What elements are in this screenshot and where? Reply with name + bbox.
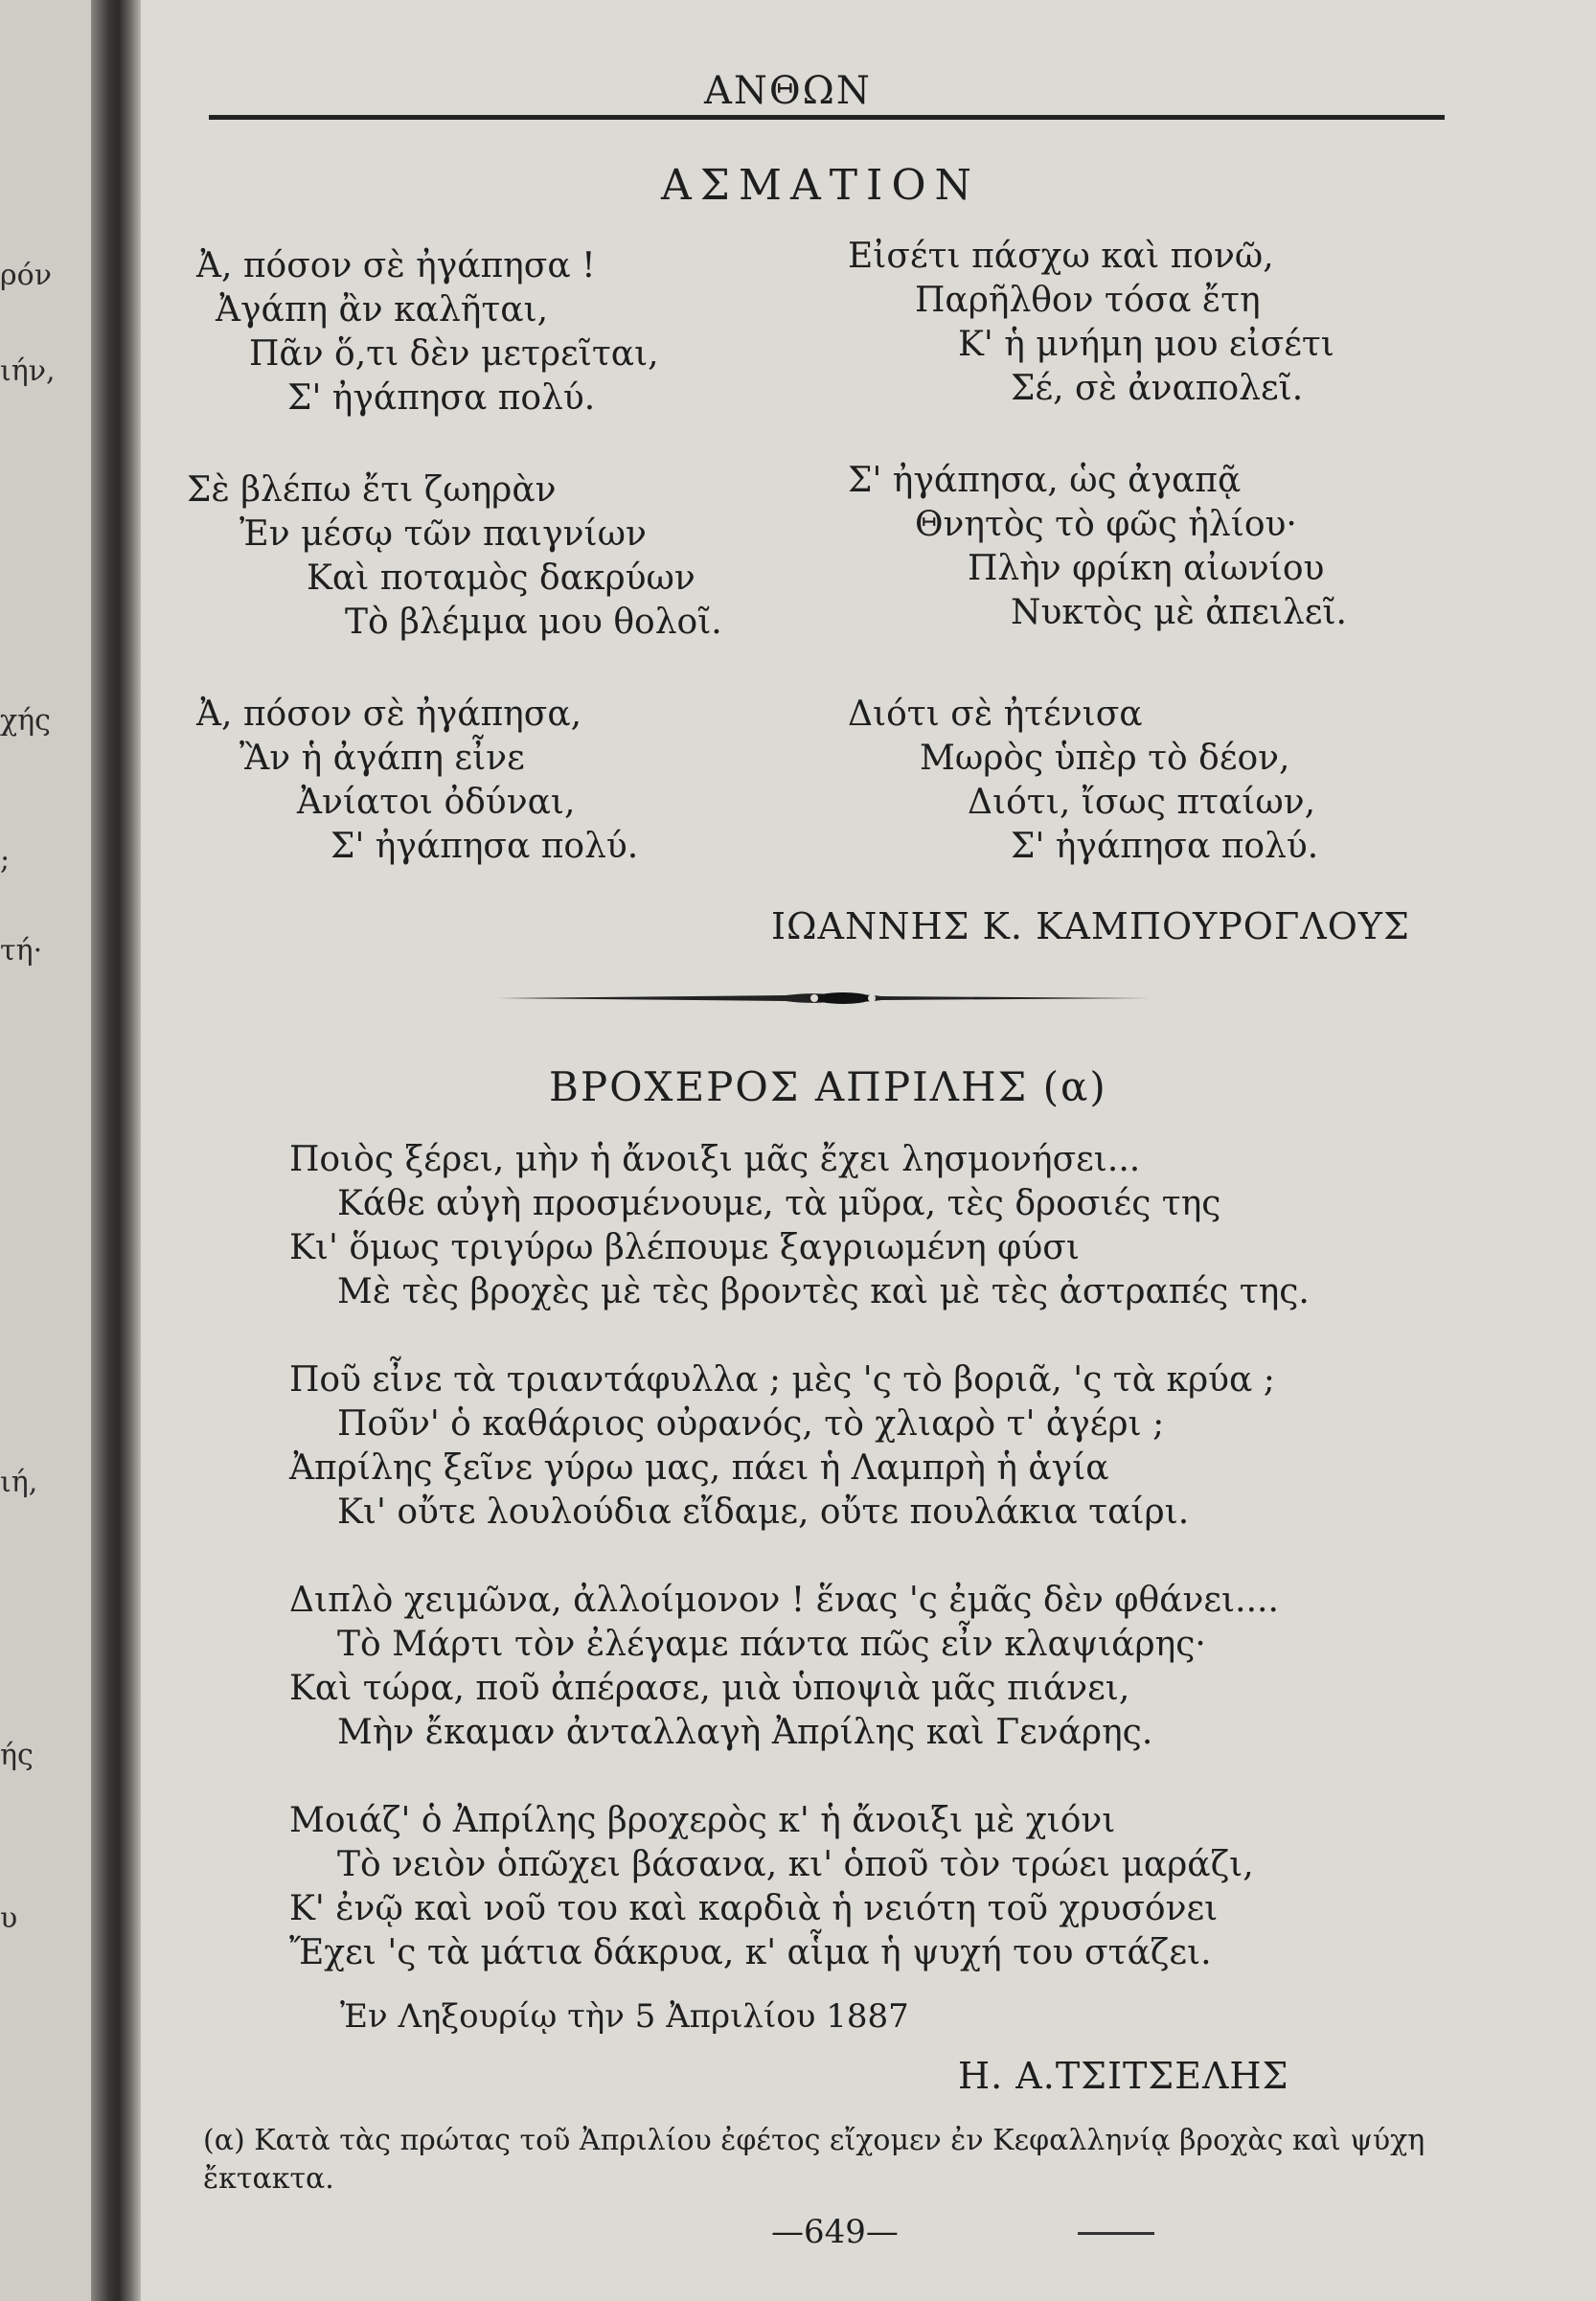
verse-line: Ἐν μέσῳ τῶν παιγνίων: [239, 514, 647, 554]
facing-page-edge: [0, 0, 91, 2301]
author-signature: ΙΩΑΝΝΗΣ Κ. ΚΑΜΠΟΥΡΟΓΛΟΥΣ: [771, 905, 1410, 947]
verse-line: Τὸ Μάρτι τὸν ἐλέγαμε πάντα πῶς εἶν κλαψιάρης·: [337, 1625, 1206, 1664]
dateline: Ἐν Ληξουρίῳ τὴν 5 Ἀπριλίου 1887: [340, 1997, 909, 2036]
page-dash-mark: [1078, 2232, 1154, 2235]
verse-line: Μὲ τὲς βροχὲς μὲ τὲς βροντὲς καὶ μὲ τὲς ἀστραπές της.: [337, 1272, 1310, 1311]
author-signature: Η. Α.ΤΣΙΤΣΕΛΗΣ: [958, 2055, 1289, 2097]
facing-page-fragment: υ: [0, 1902, 18, 1935]
verse-line: Κι' ὅμως τριγύρω βλέπουμε ξαγριωμένη φύσι: [289, 1228, 1080, 1267]
stanza: [187, 468, 722, 645]
verse-line: Κ' ἐνῷ καὶ νοῦ του καὶ καρδιὰ ἡ νειότη τοῦ χρυσόνει: [289, 1889, 1219, 1928]
poem-body: [289, 1138, 1310, 1975]
verse-line: Παρῆλθον τόσα ἔτη: [915, 281, 1261, 320]
verse-line: Ἂν ἡ ἀγάπη εἶνε: [239, 739, 525, 778]
verse-line: Καὶ τώρα, ποῦ ἀπέρασε, μιὰ ὑποψιὰ μᾶς πιάνει,: [289, 1669, 1130, 1708]
verse-line: Ποιὸς ξέρει, μὴν ἡ ἄνοιξι μᾶς ἔχει λησμονήσει...: [289, 1140, 1141, 1179]
stanza: [289, 1138, 1310, 1314]
verse-line: Σ' ἠγάπησα πολύ.: [287, 378, 596, 418]
stanza: [196, 244, 722, 421]
poem-title: ΑΣΜΑΤΙΟΝ: [661, 161, 981, 210]
verse-line: Ἀ, πόσον σὲ ἠγάπησα,: [196, 695, 582, 734]
stanza: [833, 235, 1347, 411]
stanza: [833, 693, 1347, 869]
stanza: [833, 459, 1347, 635]
verse-line: Μὴν ἔκαμαν ἀνταλλαγὴ Ἀπρίλης καὶ Γενάρης.: [337, 1713, 1153, 1752]
verse-line: Ποῦ εἶνε τὰ τριαντάφυλλα ; μὲς 'ς τὸ βοριᾶ, 'ς τὰ κρύα ;: [289, 1360, 1275, 1400]
verse-line: Εἰσέτι πάσχω καὶ πονῶ,: [848, 237, 1274, 276]
facing-page-fragment: χής: [0, 704, 51, 738]
stanza: [289, 1579, 1310, 1755]
verse-line: Ποῦν' ὁ καθάριος οὐρανός, τὸ χλιαρὸ τ' ἀγέρι ;: [337, 1404, 1165, 1444]
stanza: [196, 693, 722, 869]
verse-line: Μωρὸς ὑπὲρ τὸ δέον,: [920, 739, 1290, 778]
verse-line: Νυκτὸς μὲ ἀπειλεῖ.: [1011, 593, 1347, 632]
stanza: [289, 1799, 1310, 1975]
verse-line: Διότι, ἴσως πταίων,: [968, 783, 1316, 822]
poem-left-column: [187, 244, 722, 869]
facing-page-fragment: ής: [0, 1739, 34, 1772]
verse-line: Σ' ἠγάπησα πολύ.: [331, 827, 639, 866]
facing-page-fragment: ιήν,: [0, 354, 56, 388]
verse-line: Σ' ἠγάπησα πολύ.: [1011, 827, 1319, 866]
ornament-divider: [498, 989, 1150, 1008]
verse-line: Σέ, σὲ ἀναπολεῖ.: [1011, 369, 1304, 408]
verse-line: Διπλὸ χειμῶνα, ἀλλοίμονον ! ἕνας 'ς ἐμᾶς δὲν φθάνει....: [289, 1581, 1279, 1620]
book-gutter: [91, 0, 141, 2301]
verse-line: Μοιάζ' ὁ Ἀπρίλης βροχερὸς κ' ἡ ἄνοιξι μὲ χιόνι: [289, 1801, 1116, 1840]
page-number: —649—: [771, 2213, 899, 2251]
verse-line: Διότι σὲ ἠτένισα: [848, 695, 1143, 734]
verse-line: Καὶ ποταμὸς δακρύων: [307, 558, 695, 598]
poem-title: ΒΡΟΧΕΡΟΣ ΑΠΡΙΛΗΣ (α): [549, 1063, 1107, 1110]
header-rule: [209, 115, 1445, 120]
verse-line: Τὸ νειὸν ὁπῶχει βάσανα, κι' ὁποῦ τὸν τρώει μαράζι,: [337, 1845, 1254, 1884]
verse-line: Σὲ βλέπω ἔτι ζωηρὰν: [187, 470, 557, 510]
running-head: ΑΝΘΩΝ: [704, 69, 872, 113]
verse-line: Ἔχει 'ς τὰ μάτια δάκρυα, κ' αἷμα ἡ ψυχή του στάζει.: [289, 1933, 1212, 1972]
verse-line: Κάθε αὐγὴ προσμένουμε, τὰ μῦρα, τὲς δροσιές της: [337, 1184, 1221, 1223]
footnote: (α) Κατὰ τὰς πρώτας τοῦ Ἀπριλίου ἐφέτος εἴχομεν ἐν Κεφαλληνίᾳ βροχὰς καὶ ψύχη ἔκτακτα.: [203, 2124, 1425, 2196]
facing-page-fragment: ιή,: [0, 1466, 38, 1499]
verse-line: Θνητὸς τὸ φῶς ἡλίου·: [915, 505, 1297, 544]
facing-page-fragment: ρόν: [0, 259, 52, 292]
verse-line: Ἀ, πόσον σὲ ἠγάπησα !: [196, 246, 596, 285]
verse-line: Κι' οὔτε λουλούδια εἴδαμε, οὔτε πουλάκια ταίρι.: [337, 1492, 1190, 1532]
poem-right-column: [833, 235, 1347, 869]
facing-page-fragment: τή·: [0, 934, 43, 968]
verse-line: Πλὴν φρίκη αἰωνίου: [968, 549, 1325, 588]
verse-line: Σ' ἠγάπησα, ὡς ἀγαπᾷ: [848, 461, 1242, 500]
facing-page-fragment: ;: [0, 843, 11, 877]
verse-line: Τὸ βλέμμα μου θολοῖ.: [345, 603, 722, 642]
verse-line: Κ' ἡ μνήμη μου εἰσέτι: [958, 325, 1334, 364]
verse-line: Ἀπρίλης ξεῖνε γύρω μας, πάει ἡ Λαμπρὴ ἡ ἁγία: [289, 1448, 1109, 1488]
verse-line: Ἀγάπη ἂν καλῆται,: [216, 290, 549, 330]
stanza: [289, 1358, 1310, 1535]
verse-line: Ἀνίατοι ὀδύναι,: [297, 783, 576, 822]
verse-line: Πᾶν ὅ,τι δὲν μετρεῖται,: [249, 334, 659, 374]
